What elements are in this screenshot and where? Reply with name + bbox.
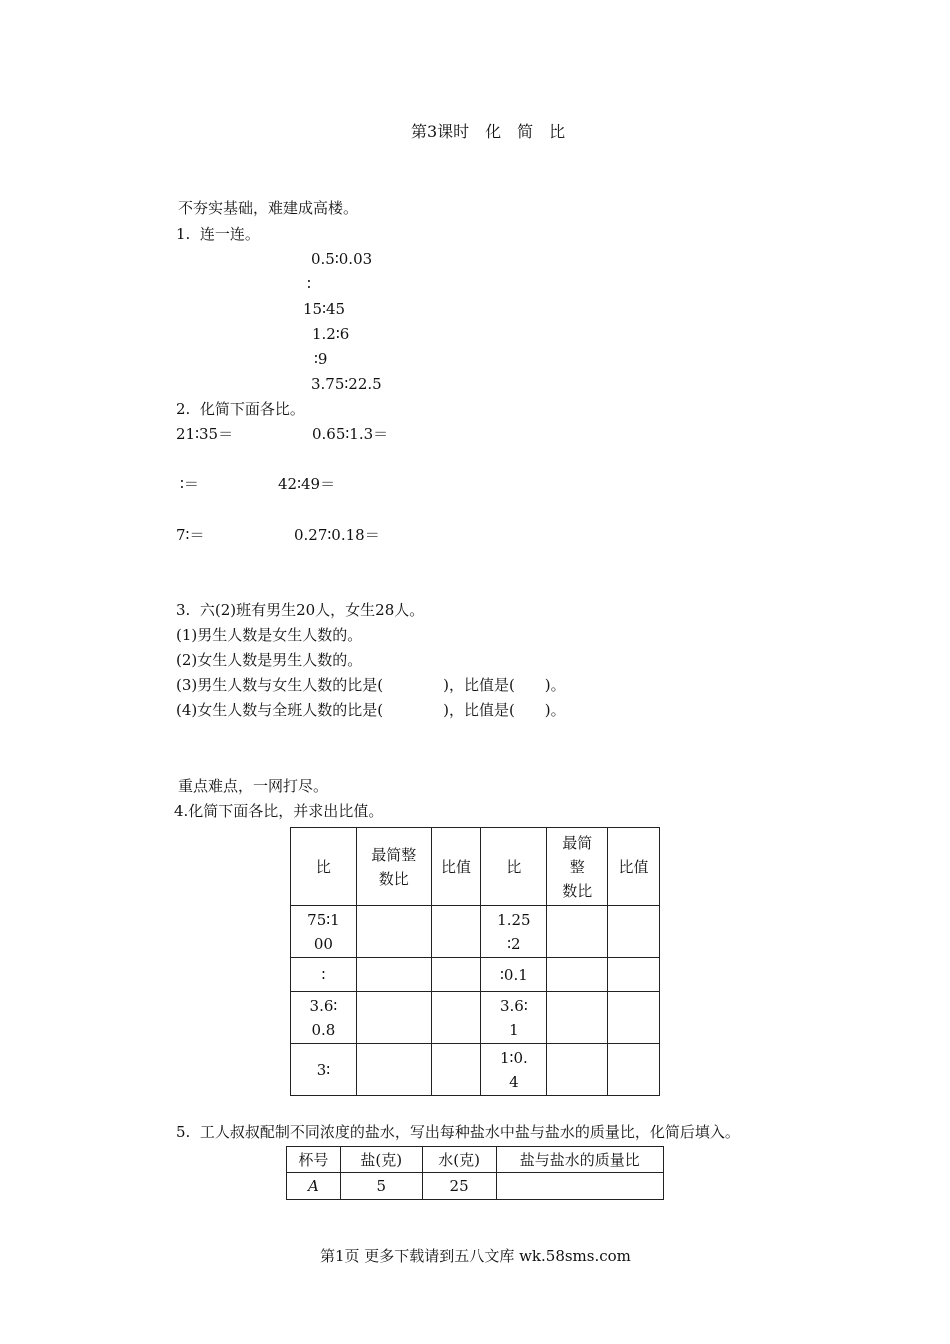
- table-row: [291, 992, 660, 1044]
- ratio-cell: 75∶1 00: [291, 906, 357, 958]
- section-heading-key-points: 重点难点，一网打尽。: [178, 777, 329, 795]
- simplify-item: 0.65∶1.3＝: [312, 425, 389, 443]
- answer-cell[interactable]: [608, 958, 660, 992]
- header-cell: 比值: [608, 828, 660, 906]
- header-cell: 比: [291, 828, 357, 906]
- answer-cell[interactable]: [547, 958, 608, 992]
- answer-cell[interactable]: [608, 906, 660, 958]
- ratio-cell: ∶: [291, 958, 357, 992]
- match-item: 0.5∶0.03: [311, 250, 373, 268]
- question-3-label: 3. 六(2)班有男生20人，女生28人。: [176, 601, 425, 619]
- answer-cell[interactable]: [356, 958, 431, 992]
- table-row: [291, 958, 660, 992]
- answer-cell[interactable]: [547, 906, 608, 958]
- table-row: [287, 1173, 664, 1200]
- question-3-part: (3)男生人数与女生人数的比是( )，比值是( )。: [176, 676, 566, 694]
- simplify-item: 42∶49＝: [278, 475, 336, 493]
- ratio-table: [290, 827, 660, 1096]
- table-header-row: [287, 1147, 664, 1173]
- answer-cell[interactable]: [431, 992, 481, 1044]
- simplify-item: 0.27∶0.18＝: [294, 526, 380, 544]
- ratio-cell: ∶0.1: [481, 958, 547, 992]
- section-heading-basic: 不夯实基础，难建成高楼。: [178, 199, 359, 217]
- page-title: 第3课时 化 简 比: [411, 122, 566, 141]
- question-4-label: 4.化简下面各比，并求出比值。: [174, 802, 384, 820]
- header-cell: 杯号: [287, 1147, 341, 1173]
- match-item: ∶9: [314, 350, 328, 368]
- ratio-cell: 3∶: [291, 1044, 357, 1096]
- answer-cell[interactable]: [496, 1173, 664, 1200]
- header-cell: 比值: [431, 828, 481, 906]
- answer-cell[interactable]: [608, 1044, 660, 1096]
- answer-cell[interactable]: [431, 1044, 481, 1096]
- ratio-cell: 1.25 ∶2: [481, 906, 547, 958]
- salt-cell: 5: [340, 1173, 422, 1200]
- simplify-item: 21∶35＝: [176, 425, 234, 443]
- header-cell: 最简 整 数比: [547, 828, 608, 906]
- question-1-label: 1. 连一连。: [176, 225, 260, 243]
- header-cell: 水(克): [422, 1147, 496, 1173]
- table-row: [291, 906, 660, 958]
- cup-label-cell: A: [287, 1173, 341, 1200]
- header-cell: 盐与盐水的质量比: [496, 1147, 664, 1173]
- simplify-item: ∶＝: [180, 475, 199, 493]
- answer-cell[interactable]: [356, 906, 431, 958]
- page-footer: 第1页 更多下载请到五八文库 wk.58sms.com: [320, 1247, 631, 1265]
- question-3-part: (4)女生人数与全班人数的比是( )，比值是( )。: [176, 701, 566, 719]
- answer-cell[interactable]: [431, 958, 481, 992]
- table-header-row: [291, 828, 660, 906]
- answer-cell[interactable]: [547, 992, 608, 1044]
- ratio-cell: 3.6∶ 0.8: [291, 992, 357, 1044]
- answer-cell[interactable]: [608, 992, 660, 1044]
- simplify-item: 7∶＝: [176, 526, 205, 544]
- header-cell: 比: [481, 828, 547, 906]
- header-cell: 最简整 数比: [356, 828, 431, 906]
- match-item: 3.75∶22.5: [311, 375, 382, 393]
- question-3-part: (2)女生人数是男生人数的。: [176, 651, 363, 669]
- match-item: 1.2∶6: [312, 325, 350, 343]
- answer-cell[interactable]: [431, 906, 481, 958]
- answer-cell[interactable]: [356, 992, 431, 1044]
- answer-cell[interactable]: [547, 1044, 608, 1096]
- question-3-part: (1)男生人数是女生人数的。: [176, 626, 363, 644]
- answer-cell[interactable]: [356, 1044, 431, 1096]
- table-row: [291, 1044, 660, 1096]
- question-5-label: 5. 工人叔叔配制不同浓度的盐水，写出每种盐水中盐与盐水的质量比，化简后填入。: [176, 1123, 740, 1141]
- question-2-label: 2. 化简下面各比。: [176, 400, 305, 418]
- match-item: ∶: [307, 275, 311, 293]
- salt-water-table: [286, 1146, 664, 1200]
- header-cell: 盐(克): [340, 1147, 422, 1173]
- water-cell: 25: [422, 1173, 496, 1200]
- match-item: 15∶45: [303, 300, 346, 318]
- ratio-cell: 1∶0. 4: [481, 1044, 547, 1096]
- ratio-cell: 3.6∶ 1: [481, 992, 547, 1044]
